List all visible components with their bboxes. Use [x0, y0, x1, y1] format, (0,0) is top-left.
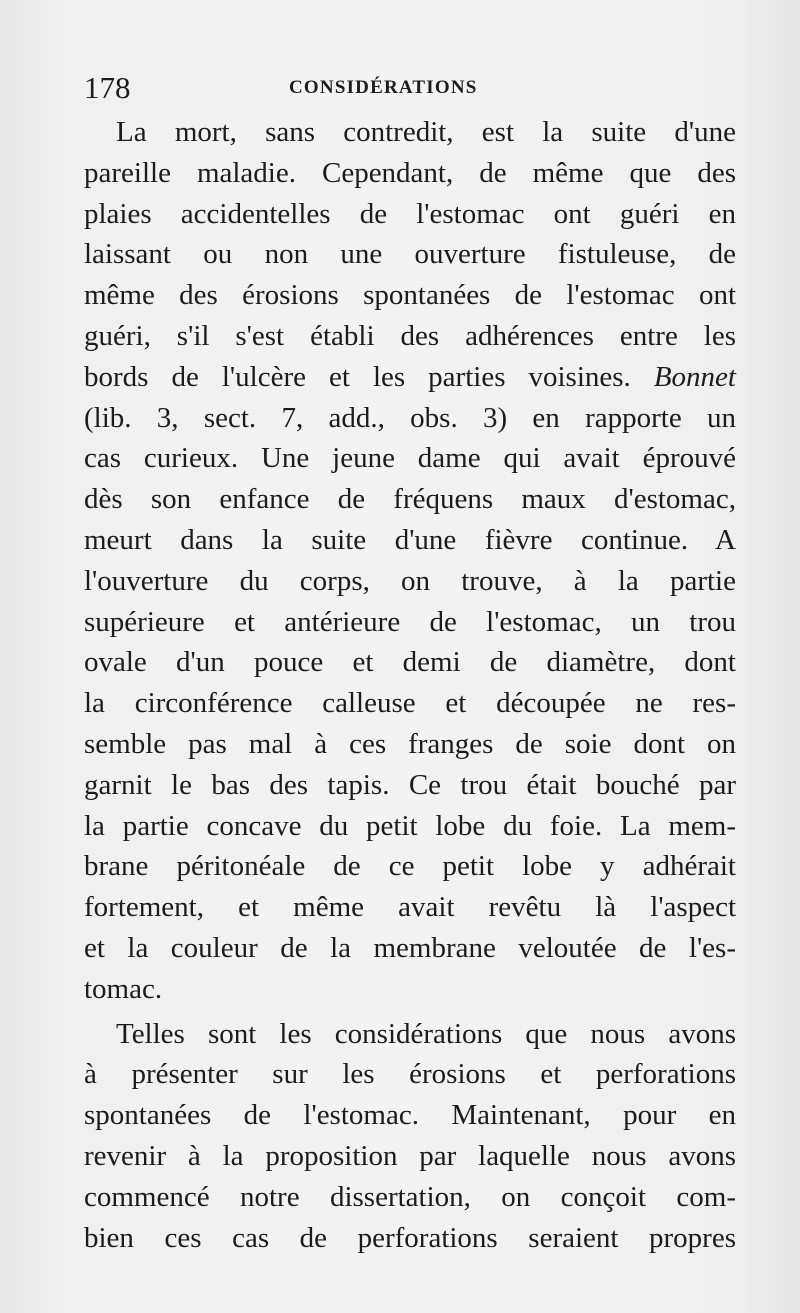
text-line: La mort, sans contredit, est la suite d'une [116, 116, 736, 148]
text-line: brane péritonéale de ce petit lobe y adhérait [84, 850, 736, 883]
text-line: fortement, et même avait revêtu là l'aspect [84, 891, 736, 924]
text-line: commencé notre dissertation, on conçoit com- [84, 1180, 736, 1213]
text-line: cas curieux. Une jeune dame qui avait éprouvé [84, 442, 736, 475]
text-line: garnit le bas des tapis. Ce trou était bouché par [84, 768, 736, 801]
text-line: pareille maladie. Cependant, de même que des [84, 156, 736, 189]
text-line: meurt dans la suite d'une fièvre continue. A [84, 523, 736, 556]
text-segment: bords de l'ulcère et les parties voisines. [84, 360, 631, 393]
text-line: supérieure et antérieure de l'estomac, un trou [84, 605, 736, 638]
text-line: Telles sont les considérations que nous avons [116, 1017, 736, 1050]
text-line: bien ces cas de perforations seraient propres [84, 1221, 736, 1254]
page-header [84, 70, 744, 106]
text-line: tomac. [84, 972, 163, 1005]
text-line: à présenter sur les érosions et perforations [84, 1058, 736, 1091]
text-line: la partie concave du petit lobe du foie. La mem- [84, 809, 736, 842]
text-line: (lib. 3, sect. 7, add., obs. 3) en rapporte un [84, 401, 736, 434]
text-line: laissant ou non une ouverture fistuleuse, de [84, 238, 736, 271]
text-line: semble pas mal à ces franges de soie dont on [84, 727, 736, 760]
text-line: même des érosions spontanées de l'estomac ont [84, 279, 736, 312]
text-line-with-italic [84, 357, 736, 398]
text-line: ovale d'un pouce et demi de diamètre, dont [84, 646, 736, 679]
body-text [84, 112, 736, 1258]
text-line: spontanées de l'estomac. Maintenant, pour en [84, 1099, 736, 1132]
text-line: la circonférence calleuse et découpée ne res- [84, 687, 736, 720]
text-line: dès son enfance de fréquens maux d'estomac, [84, 483, 736, 516]
text-line: revenir à la proposition par laquelle nous avons [84, 1139, 736, 1172]
text-line: et la couleur de la membrane veloutée de l'es- [84, 931, 736, 964]
text-line: guéri, s'il s'est établi des adhérences entre les [84, 319, 736, 352]
italic-author-name: Bonnet [653, 360, 736, 393]
text-line: plaies accidentelles de l'estomac ont guéri en [84, 197, 736, 230]
text-line: l'ouverture du corps, on trouve, à la partie [84, 564, 736, 597]
page-number: 178 [84, 70, 131, 105]
running-head: CONSIDÉRATIONS [289, 77, 478, 98]
